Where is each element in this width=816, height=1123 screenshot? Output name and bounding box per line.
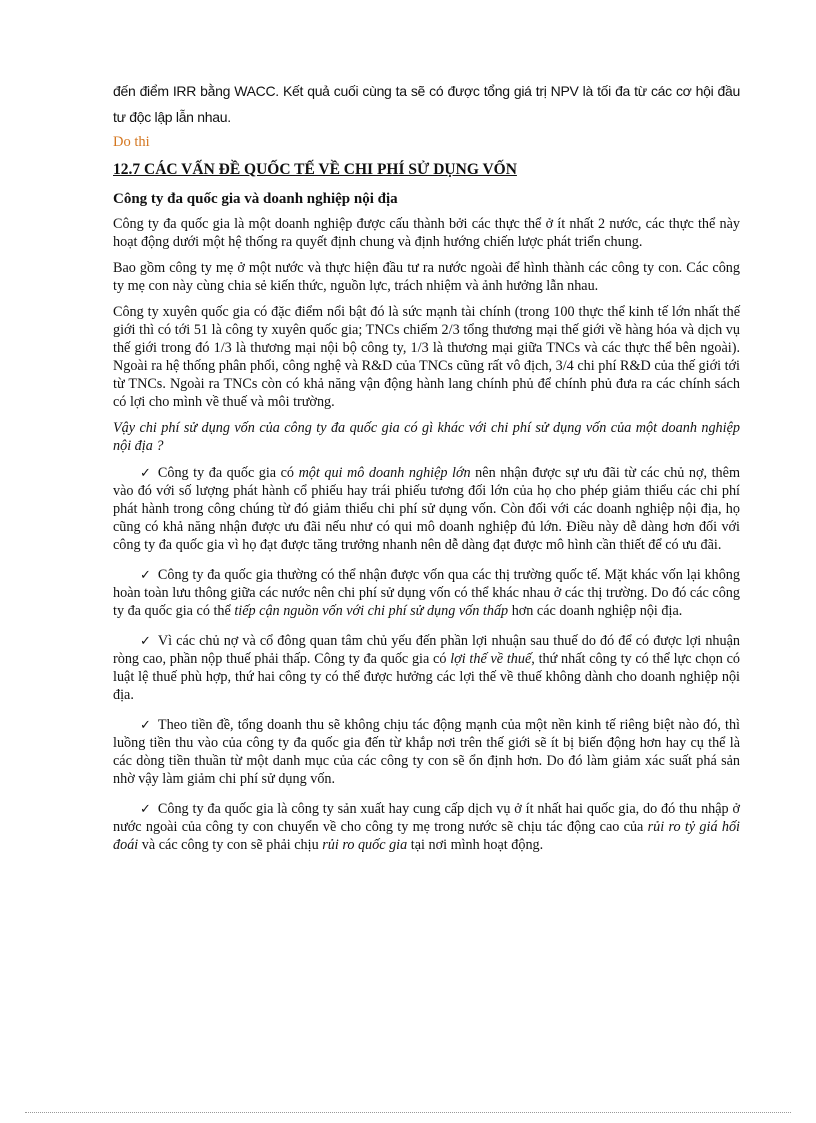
bullet-emphasis: rủi ro quốc gia	[322, 837, 408, 853]
bullet-emphasis: một qui mô doanh nghiệp lớn	[298, 465, 471, 481]
section-title: 12.7 CÁC VẤN ĐỀ QUỐC TẾ VỀ CHI PHÍ SỬ DỤNG VỐN	[113, 161, 517, 178]
footer-divider	[25, 1112, 791, 1113]
subsection-title: Công ty đa quốc gia và doanh nghiệp nội địa	[113, 191, 398, 207]
bullet-emphasis: tiếp cận nguồn vốn với chi phí sử dụng vốn thấp	[234, 603, 509, 619]
bullet-text: nên nhận được sự ưu đãi từ các chủ nợ, thêm vào đó với số lượng phát hành cổ phiếu hay trái phiếu tương đối lớn của họ cho phép giảm thiểu các chi phí phát hành trong công chúng từ đó giảm thiểu chi phí sử dụng vốn. Còn đối với các doanh nghiệp nội địa, họ cũng có khả năng nhận được ưu đãi nếu như có qui mô doanh nghiệp đủ lớn. Điều này dễ dàng hơn đối với công ty đa quốc gia vì họ đạt được tăng trưởng nhanh nên dễ dàng đạt được mô hình cần thiết để có ưu đãi.	[113, 465, 740, 553]
check-icon: ✓	[140, 717, 151, 732]
check-icon: ✓	[140, 465, 151, 480]
bullet-text: Công ty đa quốc gia thường có thể nhận được vốn qua các thị trường quốc tế. Mặt khác vốn lại không hoàn toàn lưu thông giữa các nước nên chi phí sử dụng vốn có thể khác nhau ở các thị trường. Do đó các công ty đa quốc gia có thể	[113, 567, 740, 619]
bullet-text: hơn các doanh nghiệp nội địa.	[508, 603, 683, 619]
bullet-text: , thứ nhất công ty có thể lực chọn có luật lệ thuế phù hợp, thứ hai công ty có thể được hưởng các lợi thế về thuế không dành cho doanh nghiệp nội địa.	[113, 651, 740, 703]
question-paragraph: Vậy chi phí sử dụng vốn của công ty đa quốc gia có gì khác với chi phí sử dụng vốn của một doanh nghiệp nội địa ?	[113, 420, 740, 454]
paragraph-structure: Bao gồm công ty mẹ ở một nước và thực hiện đầu tư ra nước ngoài để hình thành các công ty con. Các công ty mẹ con này cùng chia sẻ kiến thức, nguồn lực, trách nhiệm và ảnh hưởng lẫn nhau.	[113, 260, 740, 294]
bullet-text: và các công ty con sẽ phải chịu	[138, 837, 323, 853]
check-icon: ✓	[140, 801, 151, 816]
bullet-text: Theo tiền đề, tổng doanh thu sẽ không chịu tác động mạnh của một nền kinh tế riêng biệt nào đó, thì luồng tiền thu vào của công ty đa quốc gia đến từ khắp nơi trên thế giới sẽ ít bị biến động hơn hay cụ thể là các dòng tiền thuần từ một danh mục của các công ty con sẽ ổn định hơn. Do đó làm giảm xác suất phá sản nhờ vậy làm giảm chi phí sử dụng vốn.	[113, 717, 740, 787]
bullet-text: Vì các chủ nợ và cổ đông quan tâm chủ yếu đến phần lợi nhuận sau thuế do đó để có được lợi nhuận ròng cao, phần nộp thuế phải thấp. Công ty đa quốc gia có	[113, 633, 740, 667]
bullet-emphasis: lợi thế về thuế	[450, 651, 532, 667]
bullet-text: Công ty đa quốc gia có	[157, 465, 299, 481]
bullet-international-markets	[113, 566, 740, 620]
check-icon: ✓	[140, 633, 151, 648]
bullet-scale	[113, 464, 740, 554]
bullet-text: tại nơi mình hoạt động.	[407, 837, 544, 853]
lead-paragraph: đến điểm IRR bằng WACC. Kết quả cuối cùng ta sẽ có được tổng giá trị NPV là tối đa từ các cơ hội đầu tư độc lập lẫn nhau.	[113, 83, 740, 125]
bullet-cash-flow-stability	[113, 716, 740, 788]
bullet-text: Công ty đa quốc gia là công ty sản xuất hay cung cấp dịch vụ ở ít nhất hai quốc gia, do đó thu nhập ở nước ngoài của công ty con chuyển về cho công ty mẹ trong nước sẽ chịu tác động cao của	[113, 801, 740, 835]
bullet-exchange-risk	[113, 800, 740, 854]
paragraph-tnc-strength: Công ty xuyên quốc gia có đặc điểm nổi bật đó là sức mạnh tài chính (trong 100 thực thể kinh tế lớn nhất thế giới thì có tới 51 là công ty xuyên quốc gia; TNCs chiếm 2/3 tổng thương mại thế giới về hàng hóa và dịch vụ thế giới trong đó 1/3 là thương mại nội bộ công ty, 1/3 là thương mại giữa TNCs và các thực thể bên ngoài). Ngoài ra hệ thống phân phối, công nghệ và R&D của TNCs cũng rất vô địch, 3/4 chi phí R&D của thế giới tới từ TNCs. Ngoài ra TNCs còn có khả năng vận động hành lang chính phủ để chính phủ đưa ra các chính sách có lợi cho mình về thuế và môi trường.	[113, 304, 740, 410]
bullet-emphasis: rủi ro tỷ giá hối đoái	[113, 819, 740, 853]
bullet-tax-advantage	[113, 632, 740, 704]
section-tag: Do thi	[113, 134, 150, 150]
paragraph-definition: Công ty đa quốc gia là một doanh nghiệp được cấu thành bởi các thực thể ở ít nhất 2 nước, các thực thể này hoạt động dưới một hệ thống ra quyết định chung và định hướng chiến lược phát triển chung.	[113, 216, 740, 250]
check-icon: ✓	[140, 567, 151, 582]
